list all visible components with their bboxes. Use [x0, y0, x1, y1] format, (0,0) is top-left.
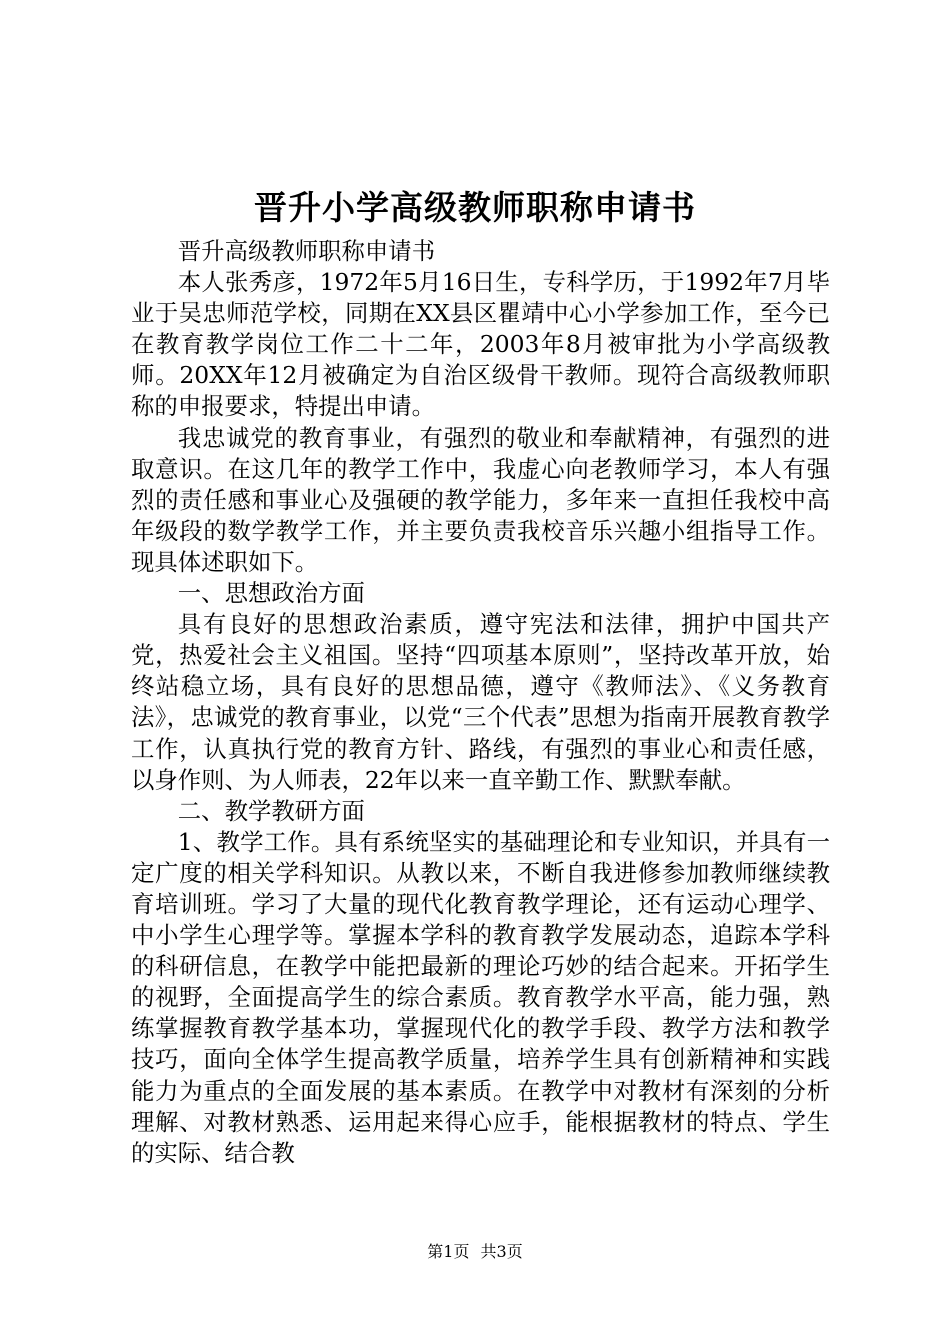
paragraph-politics: 具有良好的思想政治素质，遵守宪法和法律，拥护中国共产党，热爱社会主义祖国。坚持“四项基本原则”，坚持改革开放，始终站稳立场，具有良好的思想品德，遵守《教师法》、《义务教育法》，忠诚党的教育事业，以党“三个代表”思想为指南开展教育教学工作，认真执行党的教育方针、路线，有强烈的事业心和责任感，以身作则、为人师表，22年以来一直辛勤工作、默默奉献。 [131, 610, 830, 794]
paragraph-teaching: 1、教学工作。具有系统坚实的基础理论和专业知识，并具有一定广度的相关学科知识。从教以来，不断自我进修参加教师继续教育培训班。学习了大量的现代化教育教学理论，还有运动心理学、中小学生心理学等。掌握本学科的教育教学发展动态，追踪本学科的科研信息，在教学中能把最新的理论巧妙的结合起来。开拓学生的视野，全面提高学生的综合素质。教育教学水平高，能力强，熟练掌握教育教学基本功，掌握现代化的教学手段、教学方法和教学技巧，面向全体学生提高教学质量，培养学生具有创新精神和实践能力为重点的全面发展的基本素质。在教学中对教材有深刻的分析理解、对教材熟悉、运用起来得心应手，能根据教材的特点、学生的实际、结合教 [131, 827, 830, 1167]
document-title: 晋升小学高级教师职称申请书 [254, 188, 696, 227]
document-body [131, 236, 830, 1169]
section-heading-politics: 一、思想政治方面 [177, 579, 365, 608]
page-footer [0, 1240, 950, 1264]
paragraph-intro: 本人张秀彦，1972年5月16日生，专科学历，于1992年7月毕业于吴忠师范学校，同期在XX县区瞿靖中心小学参加工作，至今已在教育教学岗位工作二十二年，2003年8月被审批为小学高级教师。20XX年12月被确定为自治区级骨干教师。现符合高级教师职称的申报要求，特提出申请。 [131, 268, 830, 421]
paragraph-subtitle: 晋升高级教师职称申请书 [177, 237, 436, 265]
page-number: 第1页 [427, 1242, 470, 1261]
page-total: 共3页 [480, 1242, 523, 1261]
paragraph-attitude: 我忠诚党的教育事业，有强烈的敬业和奉献精神，有强烈的进取意识。在这几年的教学工作中，我虚心向老教师学习，本人有强烈的责任感和事业心及强硬的教学能力，多年来一直担任我校中高年级段的数学教学工作，并主要负责我校音乐兴趣小组指导工作。现具体述职如下。 [131, 423, 830, 576]
section-heading-teaching: 二、教学教研方面 [177, 796, 365, 825]
